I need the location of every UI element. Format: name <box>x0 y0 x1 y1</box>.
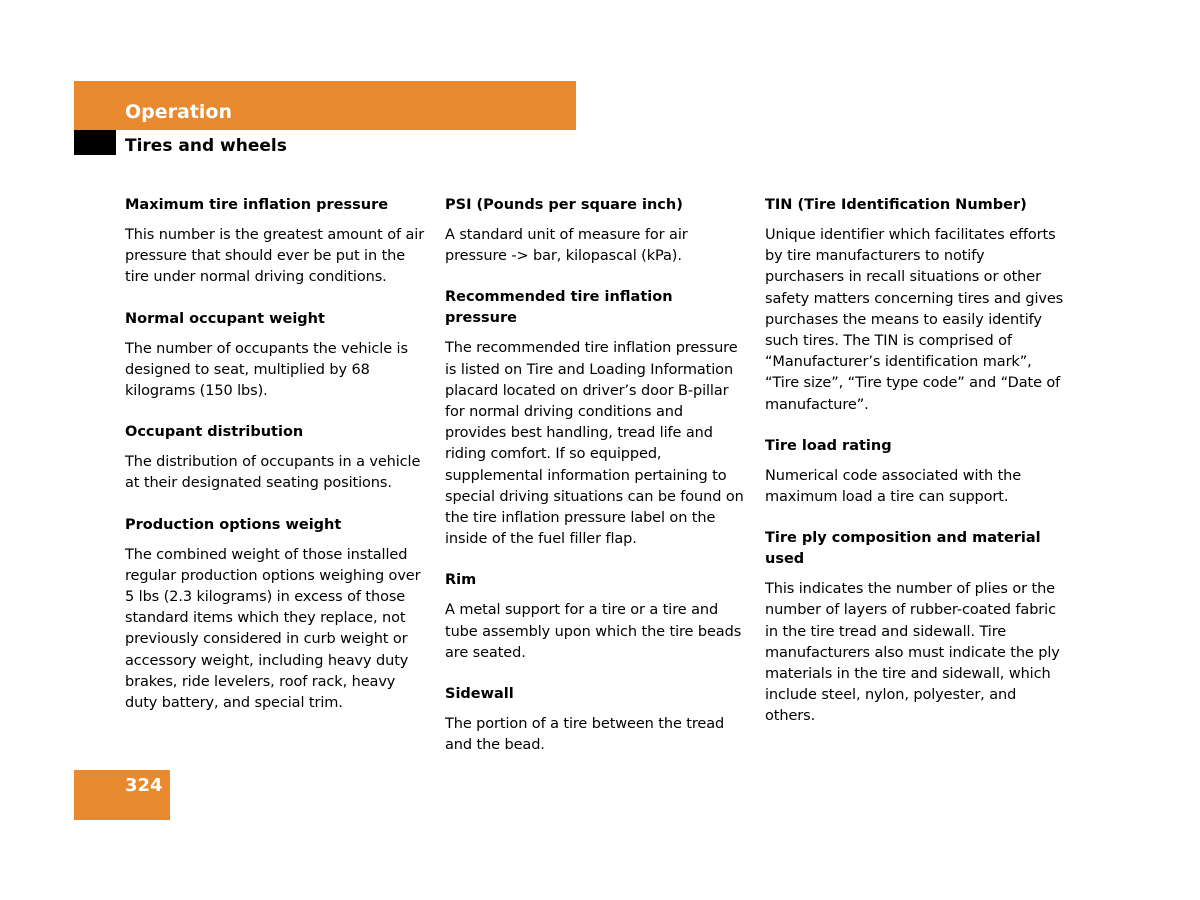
definition-entry <box>445 684 745 756</box>
definition-entry <box>765 528 1065 727</box>
term-title: Rim <box>445 572 477 589</box>
definition-entry <box>765 195 1065 416</box>
definition-entry <box>445 287 745 550</box>
term-definition: The portion of a tire between the tread and the bead. <box>445 716 725 754</box>
term-title: Normal occupant weight <box>125 310 325 327</box>
term-title: Production options weight <box>125 516 342 533</box>
definition-entry <box>445 195 745 267</box>
term-definition: The recommended tire inflation pressure is listed on Tire and Loading Information placard located on driver’s door B-pillar for normal driving conditions and provides best handling, tread life and riding comfort. If so equipped, supplemental information pertaining to special driving situations can be found on the tire inflation pressure label on the inside of the fuel filler flap. <box>445 340 744 548</box>
term-title: TIN (Tire Identification Number) <box>765 197 1027 213</box>
term-definition: A metal support for a tire or a tire and tube assembly upon which the tire beads are seated. <box>445 602 742 661</box>
term-definition: This indicates the number of plies or the number of layers of rubber-coated fabric in the tire tread and sidewall. Tire manufacturers also must indicate the ply materials in the tire and sidewall, which include steel, nylon, polyester, and others. <box>765 581 1060 725</box>
definition-entry <box>765 436 1065 508</box>
definition-entry <box>445 570 745 664</box>
term-title: Recommended tire inflation pressure <box>445 289 673 327</box>
subsection-marker <box>74 130 116 155</box>
column-3 <box>765 195 1065 748</box>
term-definition: The distribution of occupants in a vehicle at their designated seating positions. <box>125 454 421 492</box>
column-1 <box>125 195 425 734</box>
term-title: PSI (Pounds per square inch) <box>445 197 683 213</box>
term-title: Sidewall <box>445 686 514 703</box>
term-definition: Unique identifier which facilitates efforts by tire manufacturers to notify purchasers in recall situations or other safety matters concerning tires and gives purchases the means to easily identify such tires. The TIN is comprised of “Manufacturer’s identification mark”, “Tire size”, “Tire type code” and “Date of manufacture”. <box>765 227 1064 413</box>
term-title: Tire load rating <box>765 437 892 454</box>
definition-entry <box>125 515 425 715</box>
definition-entry <box>125 309 425 403</box>
term-definition: The combined weight of those installed regular production options weighing over 5 lbs (2.3 kilograms) in excess of those standard items which they replace, not previously considered in curb weight or accessory weight, including heavy duty brakes, ride levelers, roof rack, heavy duty battery, and special trim. <box>125 546 421 712</box>
term-title: Occupant distribution <box>125 424 304 441</box>
definition-entry <box>125 195 425 289</box>
term-title: Maximum tire inflation pressure <box>125 197 389 213</box>
section-title: Operation <box>125 101 233 123</box>
page-number: 324 <box>125 775 163 796</box>
term-title: Tire ply composition and material used <box>765 530 1041 568</box>
term-definition: A standard unit of measure for air pressure -> bar, kilopascal (kPa). <box>445 227 688 265</box>
column-2 <box>445 195 745 776</box>
term-definition: This number is the greatest amount of air pressure that should ever be put in the tire under normal driving conditions. <box>125 227 425 286</box>
term-definition: The number of occupants the vehicle is designed to seat, multiplied by 68 kilograms (150 lbs). <box>125 340 408 400</box>
term-definition: Numerical code associated with the maximum load a tire can support. <box>765 467 1022 506</box>
definition-entry <box>125 422 425 494</box>
subsection-title: Tires and wheels <box>125 136 287 156</box>
